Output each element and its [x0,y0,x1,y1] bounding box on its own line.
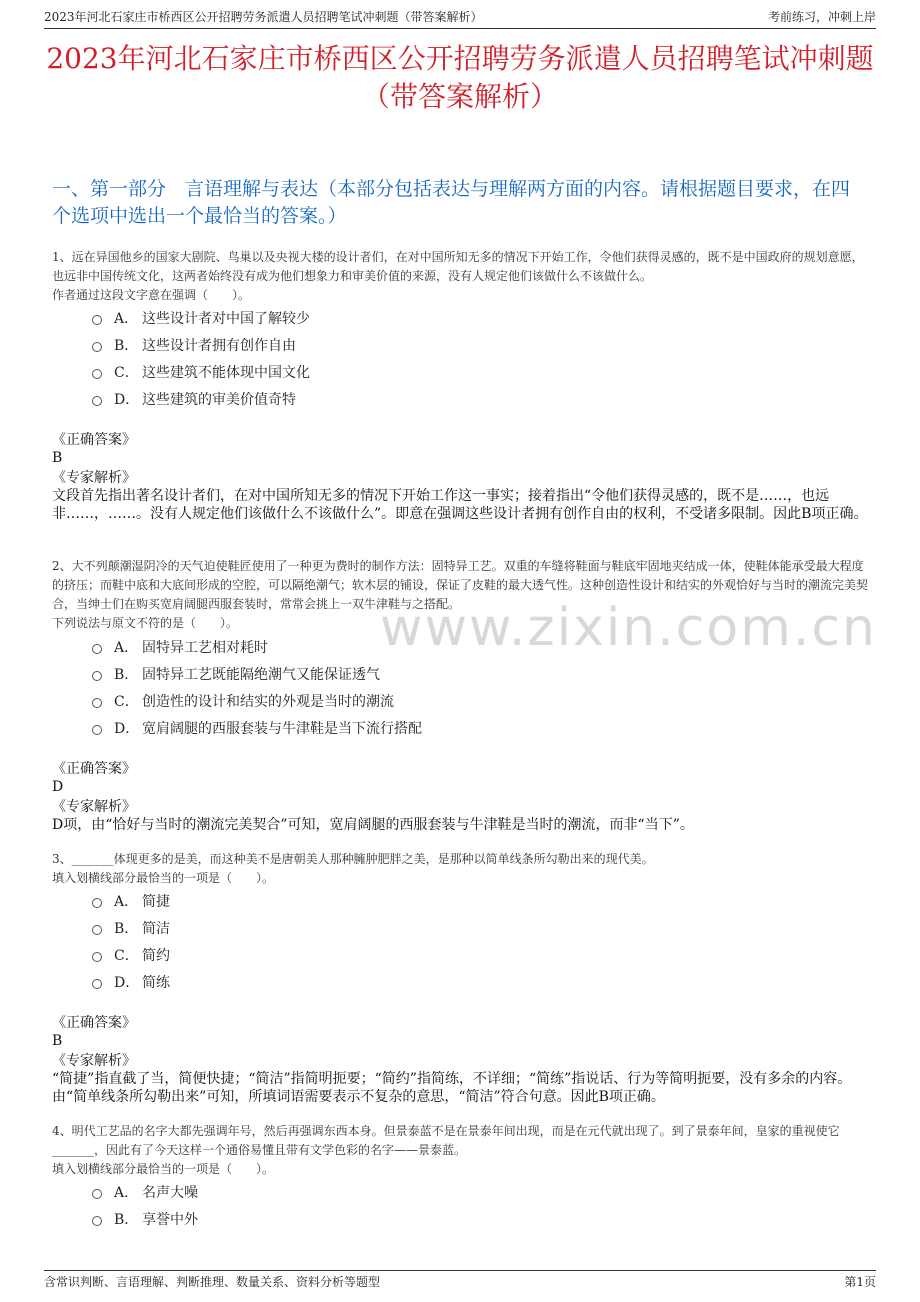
question-1-option-d[interactable] [92,389,296,409]
question-1-option-a[interactable] [92,308,310,328]
question-3-answer [52,1014,868,1050]
option-text: 这些建筑不能体现中国文化 [142,365,310,381]
question-text: 1、远在异国他乡的国家大剧院、鸟巢以及央视大楼的设计者们，在对中国所知无多的情况下开始工作，令他们获得灵感的，既不是中国政府的规划意愿，也远非中国传统文化，这两者始终没有成为他们想象力和审美价值的来源，没有人规定他们该做什么不该做什么。 [52,250,864,283]
page-footer [44,1270,876,1293]
option-letter: B． [114,667,139,683]
option-letter: A． [114,1185,139,1201]
question-2-stem [52,557,868,633]
option-text: 创造性的设计和结实的外观是当时的潮流 [142,694,394,710]
question-ask: 填入划横线部分最恰当的一项是（ ）。 [52,871,275,885]
answer-label: 《正确答案》 [52,432,136,448]
radio-icon[interactable] [92,315,102,325]
question-1-answer [52,431,868,467]
option-text: 这些设计者拥有创作自由 [142,338,296,354]
radio-icon[interactable] [92,369,102,379]
option-text: 这些设计者对中国了解较少 [142,311,310,327]
option-text: 固特异工艺既能隔绝潮气又能保证透气 [142,667,380,683]
radio-icon[interactable] [92,898,102,908]
option-text: 简捷 [142,894,170,910]
radio-icon[interactable] [92,979,102,989]
question-1-option-c[interactable] [92,362,310,382]
radio-icon[interactable] [92,698,102,708]
radio-icon[interactable] [92,725,102,735]
question-2-option-a[interactable] [92,637,268,657]
question-text: 2、大不列颠潮湿阴冷的天气迫使鞋匠使用了一种更为费时的制作方法：固特异工艺。双重的车缝将鞋面与鞋底牢固地夹结成一体，使鞋体能承受最大程度的挤压；而鞋中底和大底间形成的空腔，可以隔绝潮气；软木层的铺设，保证了皮鞋的最大透气性。这种创造性设计和结实的外观恰好与当时的潮流完美契合，当绅士们在购买宽肩阔腿西服套装时，常常会挑上一双牛津鞋与之搭配。 [52,559,869,611]
option-letter: C． [114,948,139,964]
question-2-option-d[interactable] [92,718,422,738]
analysis-label: 《专家解析》 [52,1053,136,1069]
option-letter: B． [114,1212,139,1228]
option-text: 享誉中外 [142,1212,198,1228]
question-3-option-b[interactable] [92,918,170,938]
answer-label: 《正确答案》 [52,1015,136,1031]
radio-icon[interactable] [92,644,102,654]
question-4-option-b[interactable] [92,1209,198,1229]
question-1-option-b[interactable] [92,335,296,355]
radio-icon[interactable] [92,671,102,681]
option-letter: D． [114,392,140,408]
analysis-label: 《专家解析》 [52,470,136,486]
option-text: 固特异工艺相对耗时 [142,640,268,656]
radio-icon[interactable] [92,342,102,352]
radio-icon[interactable] [92,952,102,962]
option-text: 这些建筑的审美价值奇特 [142,392,296,408]
radio-icon[interactable] [92,1189,102,1199]
question-4-option-a[interactable] [92,1182,198,1202]
question-2-answer [52,760,868,796]
question-3-analysis [52,1052,868,1106]
question-ask: 作者通过这段文字意在强调（ ）。 [52,288,251,302]
question-text: 4、明代工艺品的名字大都先强调年号，然后再强调东西本身。但景泰蓝不是在景泰年间出现，而是在元代就出现了。到了景泰年间，皇家的重视使它_______，因此有了今天这样一个通俗易懂且带有文学色彩的名字——景泰蓝。 [52,1124,840,1157]
question-4-stem [52,1122,868,1179]
radio-icon[interactable] [92,925,102,935]
radio-icon[interactable] [92,396,102,406]
radio-icon[interactable] [92,1216,102,1226]
header-title: 2023年河北石家庄市桥西区公开招聘劳务派遣人员招聘笔试冲刺题（带答案解析） [44,10,483,24]
question-ask: 填入划横线部分最恰当的一项是（ ）。 [52,1162,275,1176]
answer-value: B [52,1033,63,1049]
analysis-text: D项，由“恰好与当时的潮流完美契合”可知，宽肩阔腿的西服套装与牛津鞋是当时的潮流，而非“当下”。 [52,817,694,833]
analysis-text: “简捷”指直截了当，简便快捷；“简洁”指简明扼要；“简约”指简练，不详细；“简练”指说话、行为等简明扼要，没有多余的内容。由“简单线条所勾勒出来”可知，所填词语需要表示不复杂的意思，“简洁”符合句意。因此B项正确。 [52,1071,852,1105]
question-2-analysis [52,798,868,834]
answer-label: 《正确答案》 [52,761,136,777]
option-letter: A． [114,311,139,327]
option-letter: B． [114,921,139,937]
question-1-stem [52,248,868,305]
question-text: 3、_______体现更多的是美，而这种美不是唐朝美人那种臃肿肥胖之美，是那种以简单线条所勾勒出来的现代美。 [52,852,654,866]
analysis-label: 《专家解析》 [52,799,136,815]
option-text: 名声大噪 [142,1185,198,1201]
option-text: 简洁 [142,921,170,937]
document-title: 2023年河北石家庄市桥西区公开招聘劳务派遣人员招聘笔试冲刺题（带答案解析） [46,42,874,113]
answer-value: D [52,779,64,795]
option-text: 简约 [142,948,170,964]
question-3-stem [52,850,868,888]
answer-value: B [52,450,63,466]
question-3-option-c[interactable] [92,945,170,965]
option-text: 宽肩阔腿的西服套装与牛津鞋是当下流行搭配 [142,721,422,737]
question-3-option-a[interactable] [92,891,170,911]
option-letter: B． [114,338,139,354]
page-header [44,8,876,29]
option-letter: D． [114,975,140,991]
question-2-option-c[interactable] [92,691,394,711]
page-number: 第1页 [844,1275,876,1289]
option-letter: C． [114,694,139,710]
question-1-analysis [52,469,868,523]
option-letter: A． [114,640,139,656]
option-letter: C． [114,365,139,381]
question-3-option-d[interactable] [92,972,170,992]
header-slogan: 考前练习，冲刺上岸 [767,10,876,24]
option-letter: A． [114,894,139,910]
option-text: 简练 [142,975,170,991]
analysis-text: 文段首先指出著名设计者们，在对中国所知无多的情况下开始工作这一事实；接着指出“令他们获得灵感的，既不是……，也远非……，……。没有人规定他们该做什么不该做什么”。即意在强调这些设计者拥有创作自由的权利，不受诸多限制。因此B项正确。 [52,488,868,522]
watermark: www.zixin.com.cn [380,598,877,658]
footer-note: 含常识判断、言语理解、判断推理、数量关系、资料分析等题型 [44,1275,381,1289]
question-2-option-b[interactable] [92,664,380,684]
question-ask: 下列说法与原文不符的是（ ）。 [52,616,239,630]
option-letter: D． [114,721,140,737]
section-heading: 一、第一部分 言语理解与表达（本部分包括表达与理解两方面的内容。请根据题目要求，在四个选项中选出一个最恰当的答案。） [52,178,851,227]
